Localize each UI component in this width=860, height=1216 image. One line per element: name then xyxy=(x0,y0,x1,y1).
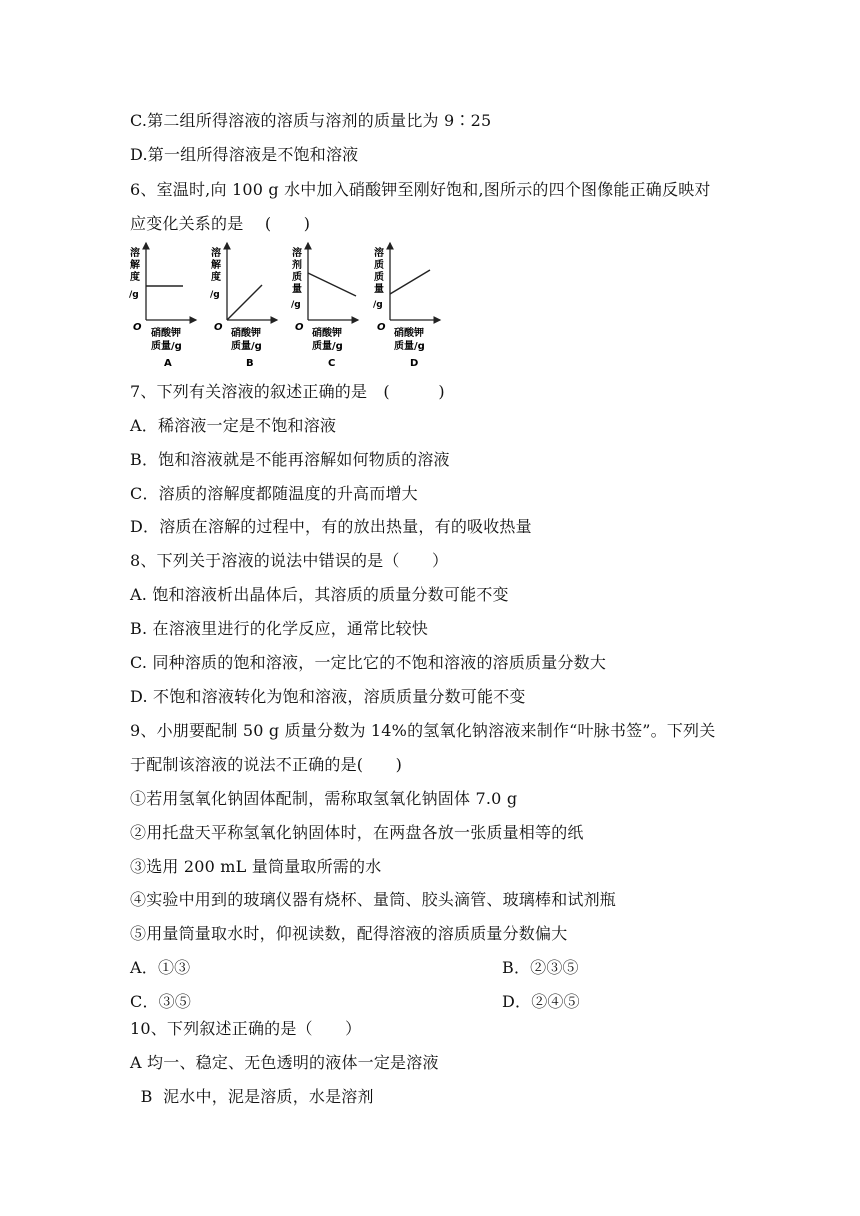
graph-a-y-label-4: /g xyxy=(129,290,139,300)
graph-c-y-label-1: 溶 xyxy=(292,248,302,259)
graph-b-x-label-1: 硝酸钾 xyxy=(231,328,261,339)
graph-c-y-label-5: /g xyxy=(291,300,301,310)
graph-a-x-label-1: 硝酸钾 xyxy=(151,328,181,339)
q10-stem: 10、下列叙述正确的是（ ） xyxy=(130,1019,362,1038)
graph-a xyxy=(129,243,196,369)
q7-option-c: C．溶质的溶解度都随温度的升高而增大 xyxy=(130,484,418,503)
q9-option-row-1 xyxy=(130,958,579,978)
q7-option-a: A．稀溶液一定是不饱和溶液 xyxy=(130,416,337,435)
graph-d-y-label-4: 量 xyxy=(374,284,384,295)
q9-statement-1: ①若用氢氧化钠固体配制，需称取氢氧化钠固体 7.0 g xyxy=(130,789,518,808)
graph-b-id: B xyxy=(246,358,254,369)
graph-c-y-label-3: 质 xyxy=(292,272,302,283)
q9-option-d: D．②④⑤ xyxy=(502,992,580,1011)
q9-option-a: A．①③ xyxy=(130,958,191,977)
graph-c-x-label-2: 质量/g xyxy=(312,341,343,352)
graph-d-y-label-3: 质 xyxy=(374,272,384,283)
graph-c-line xyxy=(308,273,356,296)
q9-statement-3: ③选用 200 mL 量筒量取所需的水 xyxy=(130,857,382,876)
graph-a-y-label-3: 度 xyxy=(130,272,140,283)
q8-option-d: D. 不饱和溶液转化为饱和溶液，溶质质量分数可能不变 xyxy=(130,687,526,706)
graph-a-origin: O xyxy=(133,322,142,333)
q7-option-d: D．溶质在溶解的过程中，有的放出热量，有的吸收热量 xyxy=(130,517,532,536)
graph-a-y-label-1: 溶 xyxy=(130,248,140,259)
graph-c xyxy=(291,243,358,369)
q9-option-c: C．③⑤ xyxy=(130,992,192,1011)
q6-stem-line-2: 应变化关系的是 ( ) xyxy=(130,214,311,233)
graph-a-x-label-2: 质量/g xyxy=(151,341,182,352)
q9-statement-4: ④实验中用到的玻璃仪器有烧杯、量筒、胶头滴管、玻璃棒和试剂瓶 xyxy=(130,890,617,909)
graph-b-y-label-1: 溶 xyxy=(211,248,221,259)
q6-stem-line-1: 6、室温时,向 100 g 水中加入硝酸钾至刚好饱和,图所示的四个图像能正确反映对 xyxy=(130,180,711,199)
q8-option-b: B. 在溶液里进行的化学反应，通常比较快 xyxy=(130,619,428,638)
q8-option-c: C. 同种溶质的饱和溶液，一定比它的不饱和溶液的溶质质量分数大 xyxy=(130,653,607,672)
graph-d xyxy=(373,243,440,369)
q9-stem-line-1: 9、小朋要配制 50 g 质量分数为 14%的氢氧化钠溶液来制作“叶脉书签”。下列关 xyxy=(130,721,716,740)
q8-option-a: A. 饱和溶液析出晶体后，其溶质的质量分数可能不变 xyxy=(130,585,509,604)
graph-b-origin: O xyxy=(214,322,223,333)
graph-d-origin: O xyxy=(377,322,386,333)
graph-c-x-label-1: 硝酸钾 xyxy=(312,328,342,339)
graph-a-id: A xyxy=(164,358,172,369)
graph-d-x-label-2: 质量/g xyxy=(394,341,425,352)
graph-b-x-label-2: 质量/g xyxy=(231,341,262,352)
graph-b-y-label-4: /g xyxy=(210,290,220,300)
graph-c-id: C xyxy=(328,358,336,369)
graph-d-y-label-2: 质 xyxy=(374,260,384,271)
q7-option-b: B．饱和溶液就是不能再溶解如何物质的溶液 xyxy=(130,450,450,469)
q9-stem-line-2: 于配制该溶液的说法不正确的是( ) xyxy=(130,755,403,774)
graph-b-y-label-3: 度 xyxy=(211,272,221,283)
q9-statement-5: ⑤用量筒量取水时，仰视读数，配得溶液的溶质质量分数偏大 xyxy=(130,924,568,943)
q5-option-c: C.第二组所得溶液的溶质与溶剂的质量比为 9∶25 xyxy=(130,111,492,130)
q7-stem: 7、下列有关溶液的叙述正确的是 ( ) xyxy=(130,382,445,401)
q9-option-b: B．②③⑤ xyxy=(502,958,579,977)
graph-d-y-label-5: /g xyxy=(373,300,383,310)
graph-d-x-label-1: 硝酸钾 xyxy=(394,328,424,339)
graph-d-y-label-1: 溶 xyxy=(374,248,384,259)
q9-option-row-2 xyxy=(130,992,580,1012)
q10-option-b: B 泥水中，泥是溶质，水是溶剂 xyxy=(130,1087,374,1106)
q10-option-a: A 均一、稳定、无色透明的液体一定是溶液 xyxy=(130,1053,439,1072)
q5-option-d: D.第一组所得溶液是不饱和溶液 xyxy=(130,145,359,164)
graph-c-origin: O xyxy=(295,322,304,333)
graph-c-y-label-4: 量 xyxy=(292,284,302,295)
graph-b xyxy=(210,243,277,369)
graph-b-y-label-2: 解 xyxy=(211,260,221,271)
q9-statement-2: ②用托盘天平称氢氧化钠固体时，在两盘各放一张质量相等的纸 xyxy=(130,823,584,842)
graph-c-y-label-2: 剂 xyxy=(292,260,302,271)
graph-d-line xyxy=(390,270,430,294)
graph-a-y-label-2: 解 xyxy=(130,260,140,271)
graph-b-line xyxy=(227,285,262,320)
graph-d-id: D xyxy=(410,358,419,369)
q8-stem: 8、下列关于溶液的说法中错误的是（ ） xyxy=(130,551,449,570)
q6-figure xyxy=(128,241,458,375)
